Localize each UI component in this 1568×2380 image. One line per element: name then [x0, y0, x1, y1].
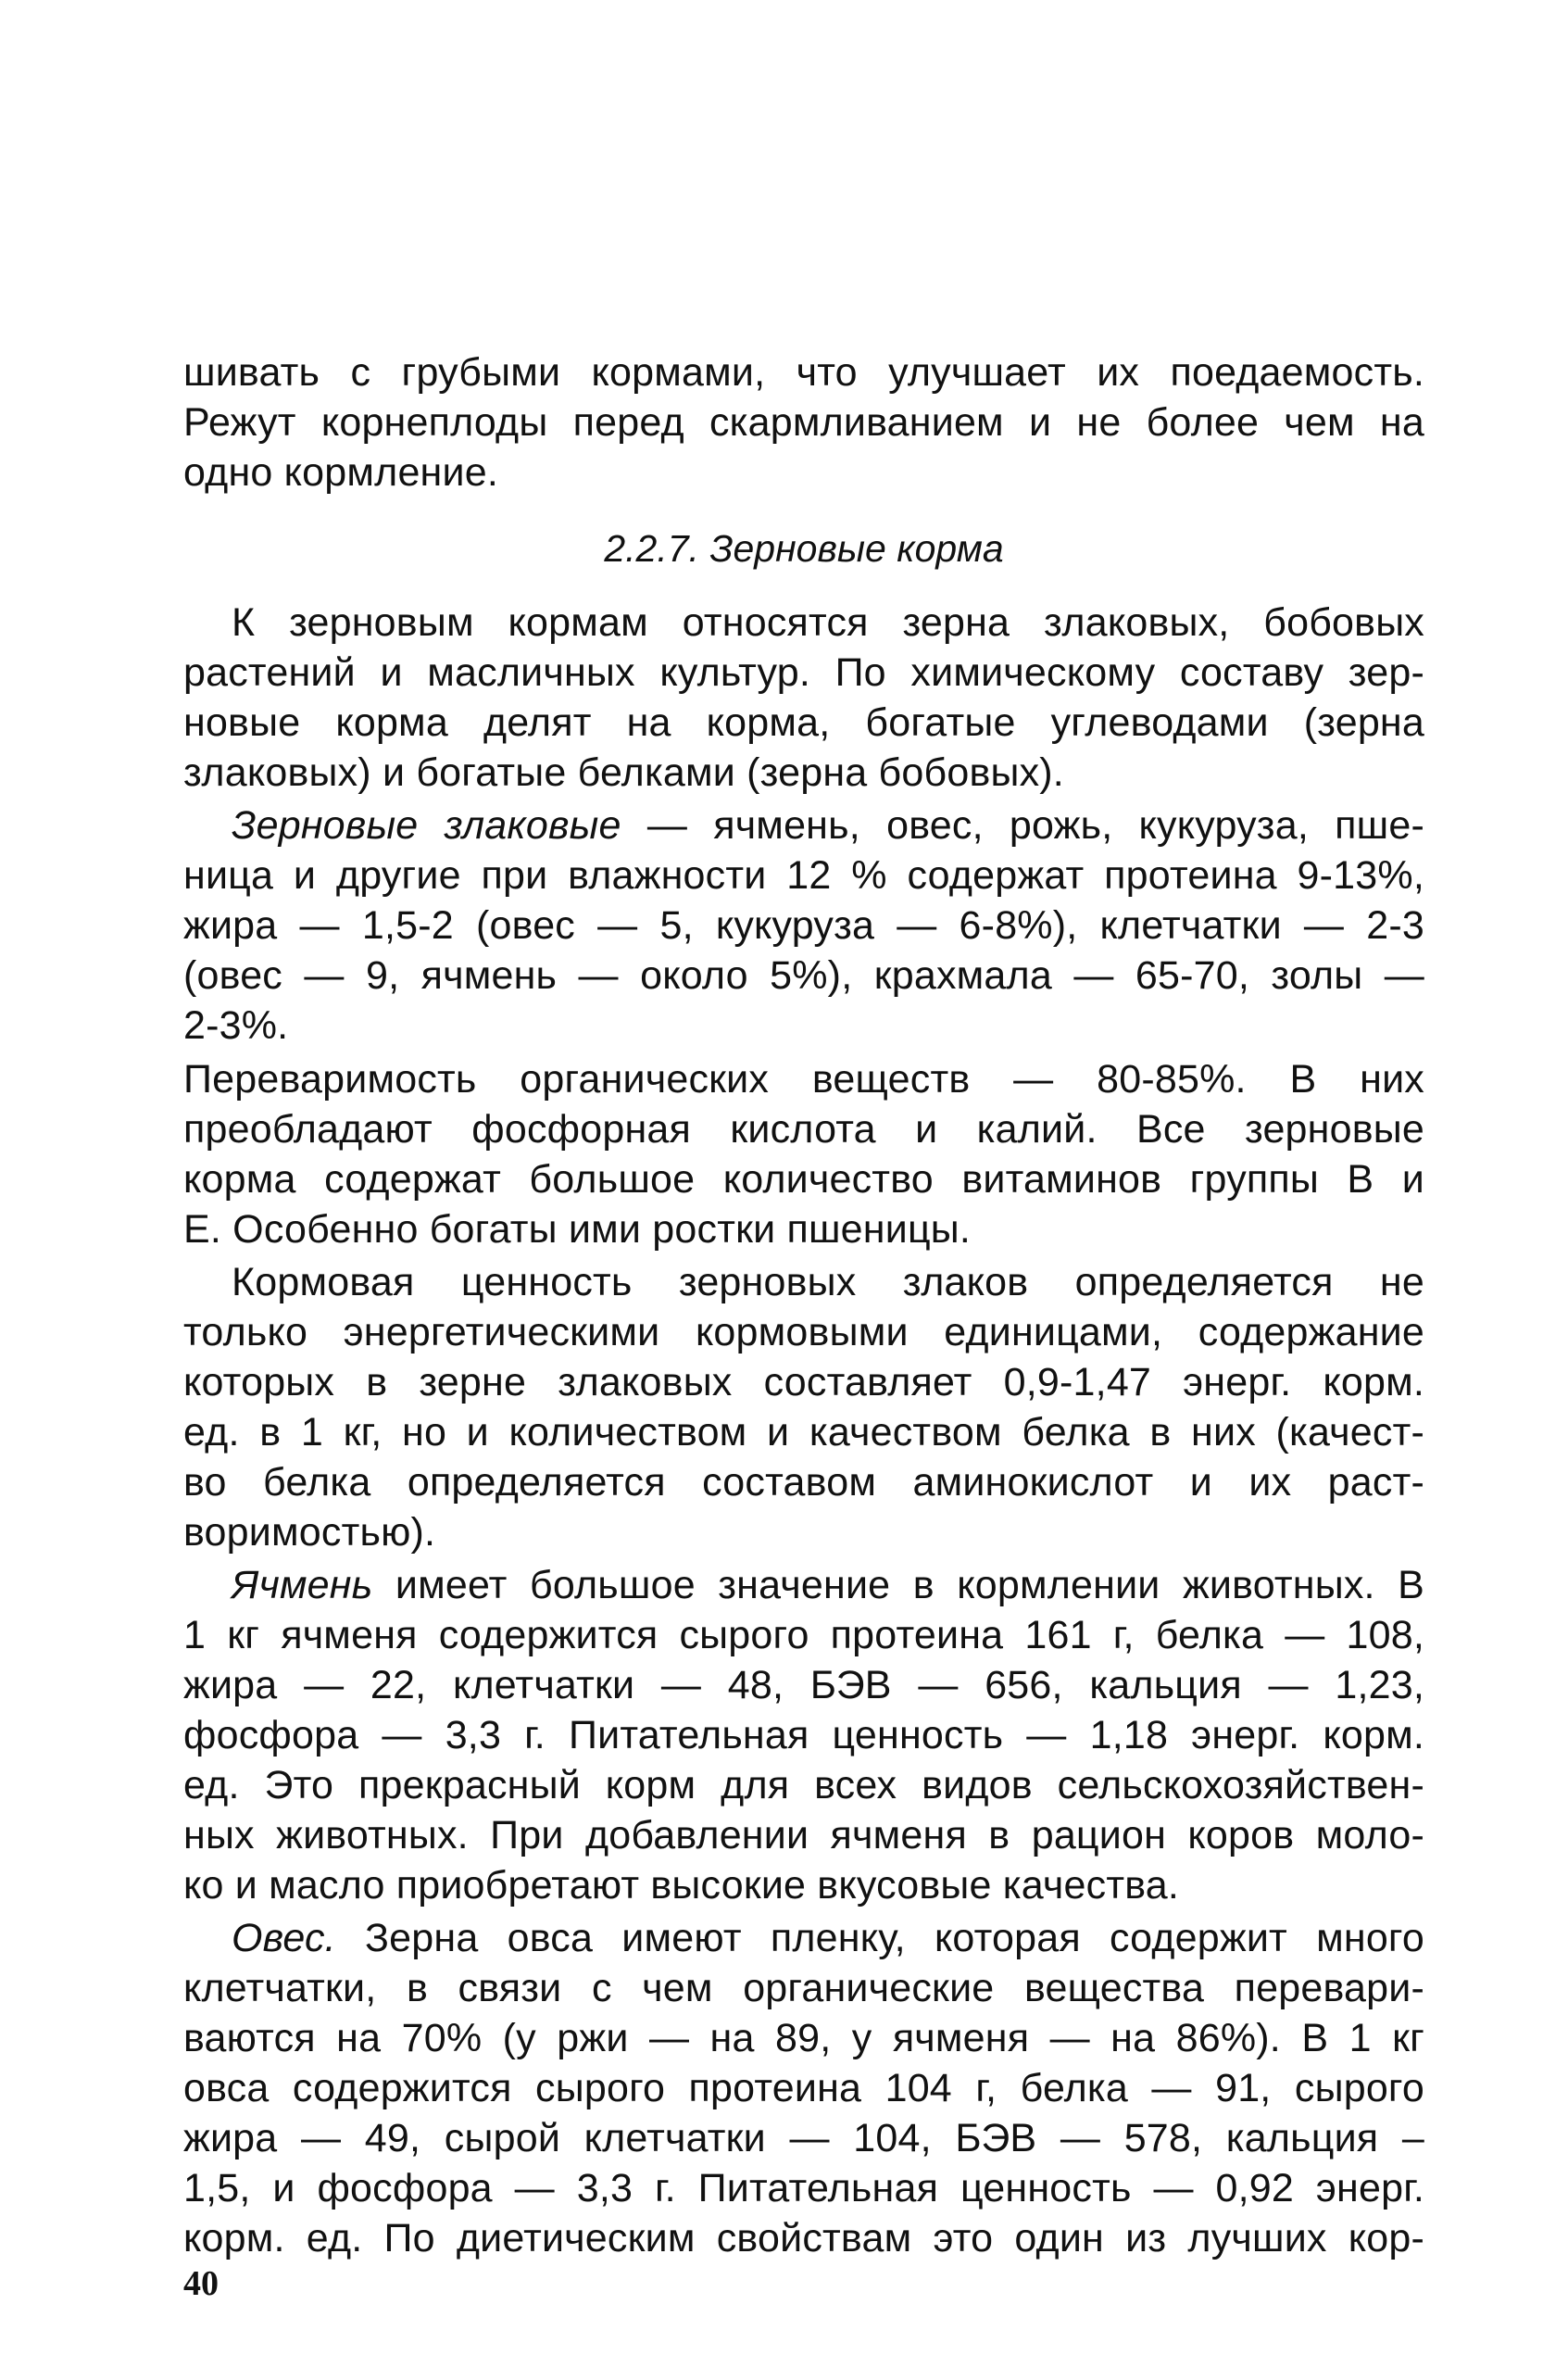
text-line-first	[232, 1913, 1424, 1963]
text-line: воримостью).	[183, 1510, 436, 1555]
page-number: 40	[183, 2264, 219, 2303]
text-line: ед. Это прекрасный корм для всех видов сельскохозяйствен-	[183, 1763, 1424, 1807]
text-line: новые корма делят на корма, богатые углеводами (зерна	[183, 700, 1424, 745]
text-line: 2-3%.	[183, 1003, 289, 1048]
text-line: одно кормление.	[183, 450, 498, 495]
text-line: жира — 1,5-2 (овес — 5, кукуруза — 6-8%), клетчатки — 2-3	[183, 903, 1424, 948]
text-line: (овес — 9, ячмень — около 5%), крахмала — 65-70, золы —	[183, 953, 1424, 998]
text-line: шивать с грубыми кормами, что улучшает их поедаемость.	[183, 350, 1424, 395]
text-line: злаковых) и богатые белками (зерна бобовых).	[183, 750, 1064, 795]
text-line: ных животных. При добавлении ячменя в рацион коров моло-	[183, 1813, 1424, 1857]
text-line: Режут корнеплоды перед скармливанием и не более чем на	[183, 400, 1424, 445]
text-line: корм. ед. По диетическим свойствам это один из лучших кор-	[183, 2216, 1424, 2260]
text-line: фосфора — 3,3 г. Питательная ценность — 1,18 энерг. корм.	[183, 1713, 1424, 1757]
text-line: ед. в 1 кг, но и количеством и качеством белка в них (качест-	[183, 1410, 1424, 1454]
text-line: во белка определяется составом аминокислот и их раст-	[183, 1460, 1424, 1505]
text-line: К зерновым кормам относятся зерна злаковых, бобовых	[232, 600, 1424, 645]
text-line: растений и масличных культур. По химическому составу зер-	[183, 650, 1424, 695]
text-run: имеет большое значение в кормлении животных. В	[372, 1563, 1424, 1607]
text-line: которых в зерне злаковых составляет 0,9-1,47 энерг. корм.	[183, 1360, 1424, 1404]
text-line-first	[232, 800, 1424, 850]
text-line: 1 кг ячменя содержится сырого протеина 161 г, белка — 108,	[183, 1613, 1424, 1657]
text-line: 1,5, и фосфора — 3,3 г. Питательная ценность — 0,92 энерг.	[183, 2166, 1424, 2210]
term-oves: Овес.	[232, 1916, 336, 1960]
text-line-first	[232, 1560, 1424, 1610]
text-run: — ячмень, овес, рожь, кукуруза, пше-	[621, 803, 1424, 848]
text-line: Кормовая ценность зерновых злаков определяется не	[232, 1260, 1424, 1304]
text-line: ница и другие при влажности 12 % содержат протеина 9-13%,	[183, 853, 1424, 898]
text-line: корма содержат большое количество витаминов группы В и	[183, 1157, 1424, 1202]
text-line: жира — 22, клетчатки — 48, БЭВ — 656, кальция — 1,23,	[183, 1663, 1424, 1707]
text-line: преобладают фосфорная кислота и калий. Все зерновые	[183, 1107, 1424, 1152]
text-line: овса содержится сырого протеина 104 г, белка — 91, сырого	[183, 2066, 1424, 2110]
text-line: жира — 49, сырой клетчатки — 104, БЭВ — 578, кальция –	[183, 2116, 1424, 2160]
section-heading: 2.2.7. Зерновые корма	[604, 527, 1004, 570]
text-line: Е. Особенно богаты ими ростки пшеницы.	[183, 1207, 972, 1252]
text-line: только энергетическими кормовыми единицами, содержание	[183, 1310, 1424, 1354]
text-run: Зерна овса имеют пленку, которая содержит много	[335, 1916, 1424, 1960]
text-line: клетчатки, в связи с чем органические вещества перевари-	[183, 1966, 1424, 2010]
term-zernovye-zlakovye: Зерновые злаковые	[232, 803, 621, 848]
text-line: ваются на 70% (у ржи — на 89, у ячменя — на 86%). В 1 кг	[183, 2016, 1424, 2060]
text-line: ко и масло приобретают высокие вкусовые качества.	[183, 1863, 1180, 1908]
term-yachmen: Ячмень	[232, 1563, 373, 1607]
text-line: Переваримость органических веществ — 80-85%. В них	[183, 1057, 1424, 1102]
